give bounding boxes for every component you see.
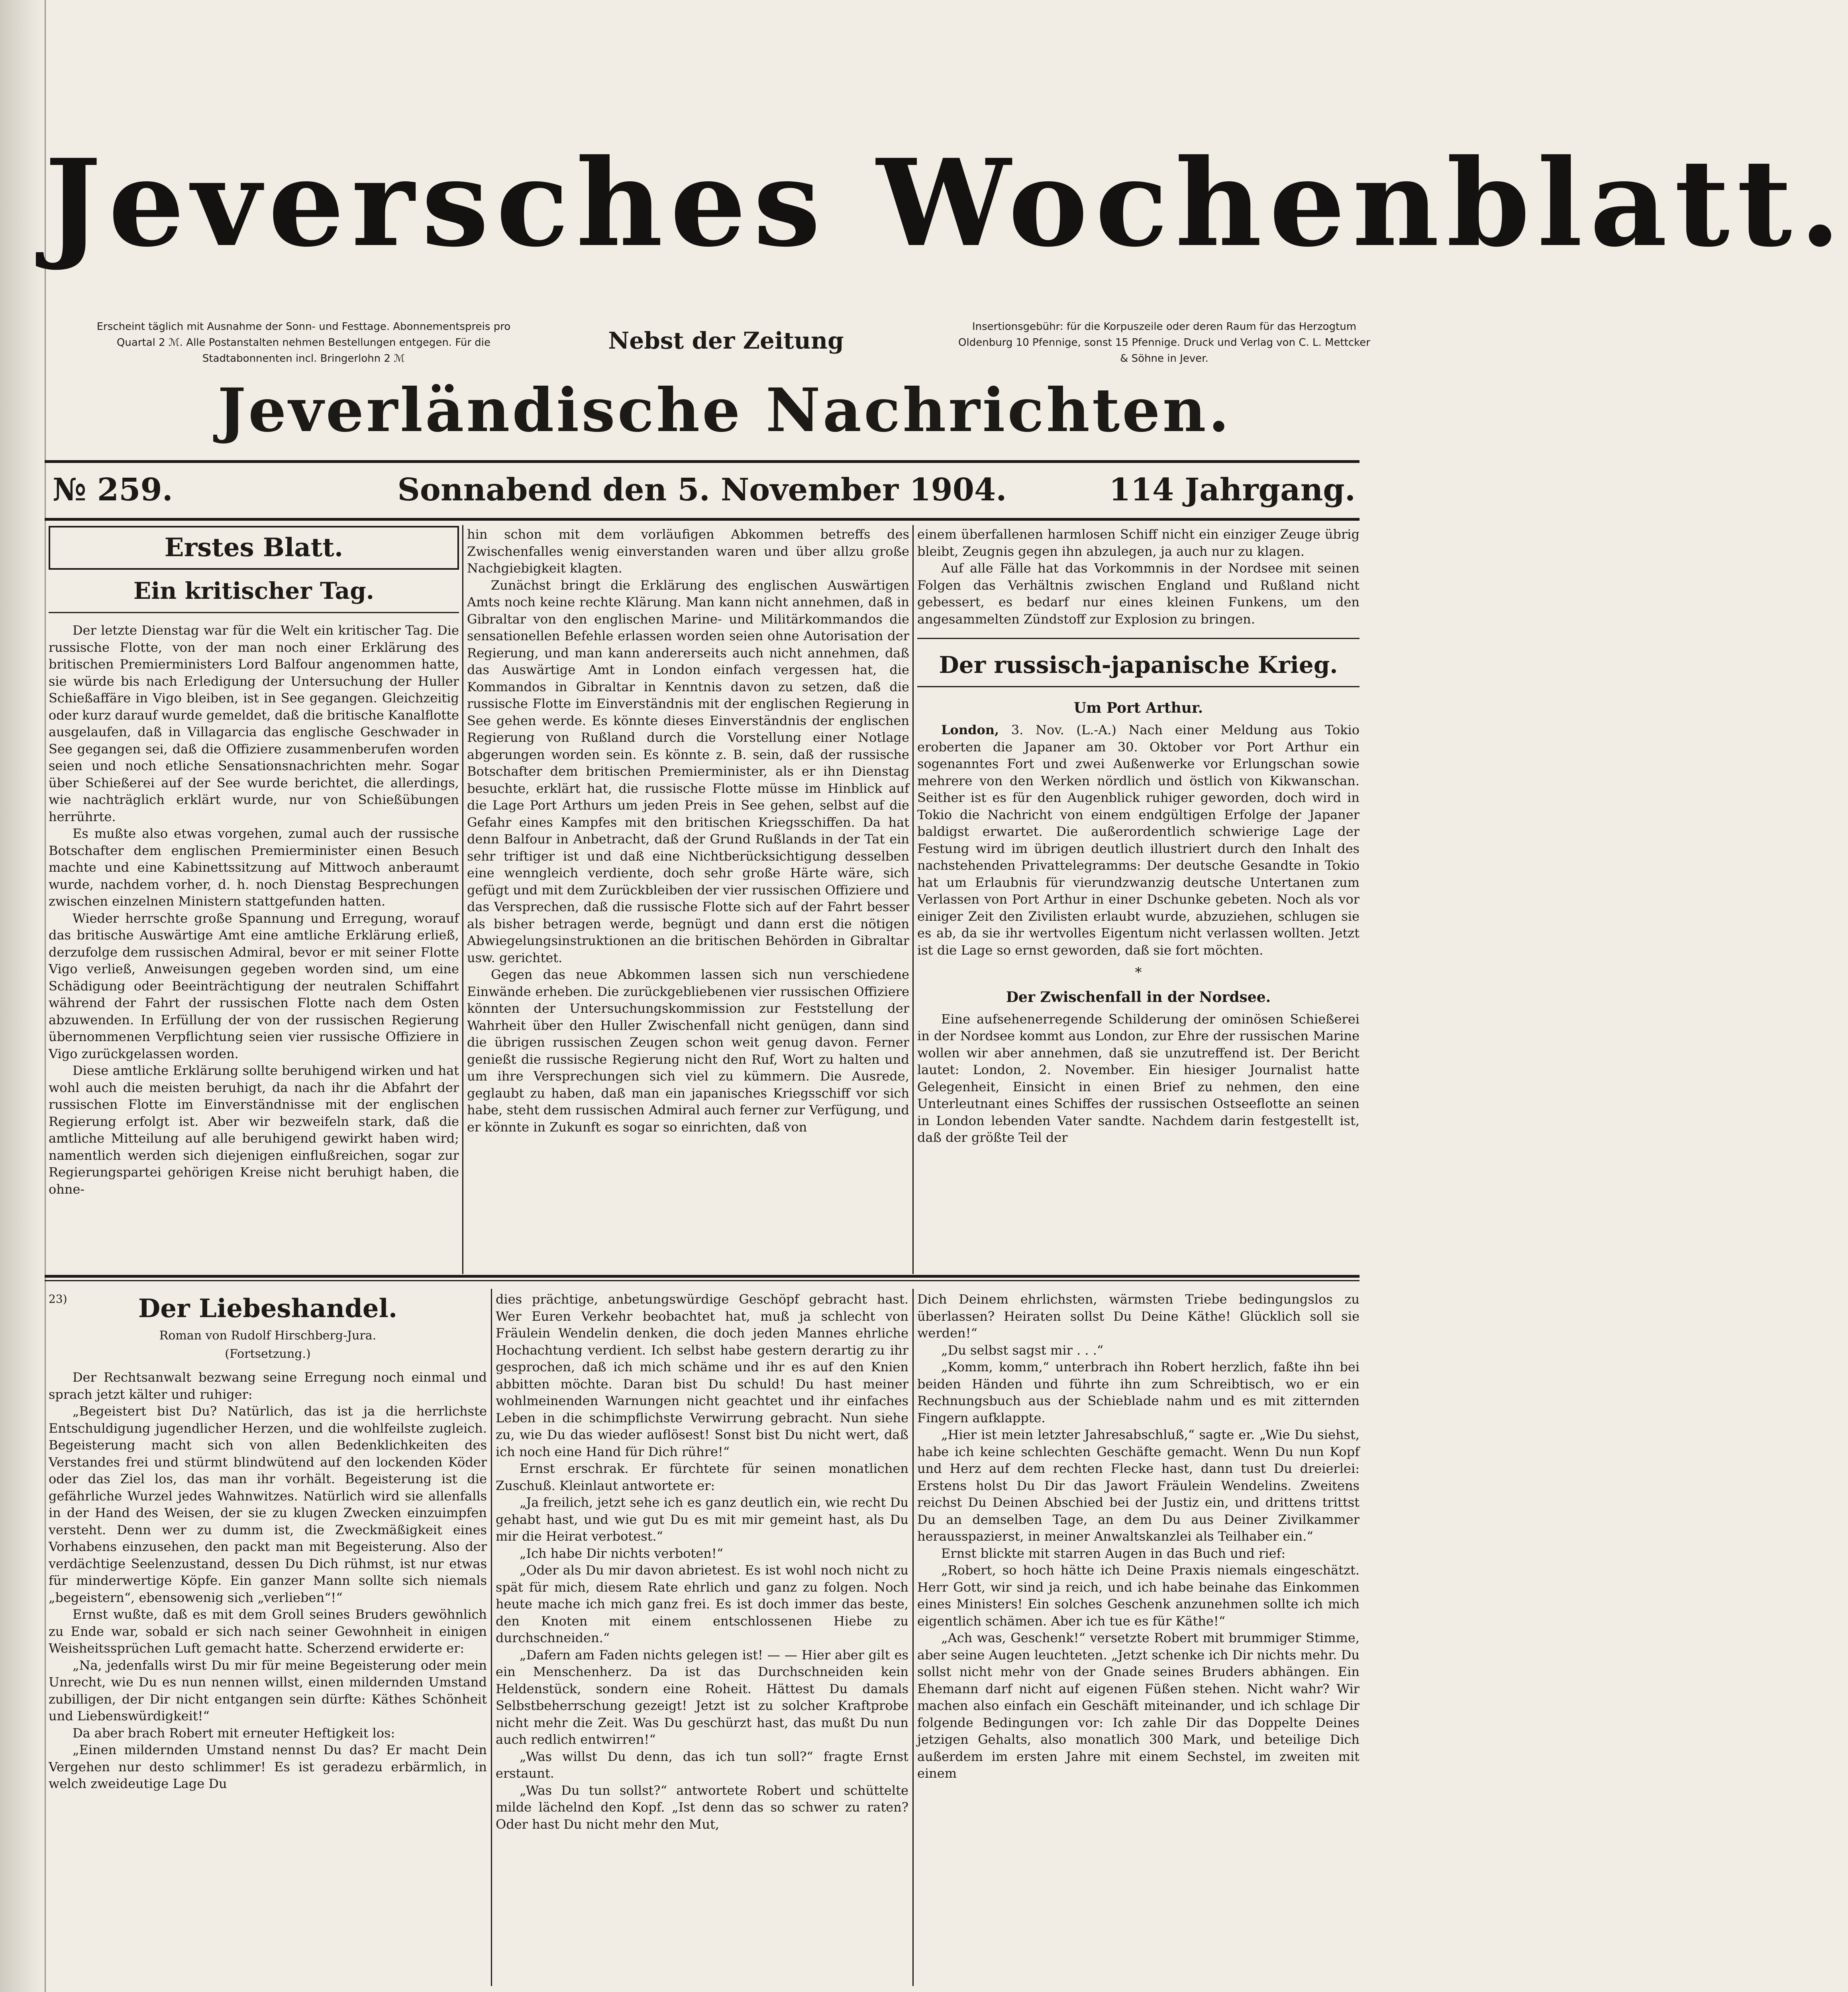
paragraph: Auf alle Fälle hat das Vorkommnis in der Nordsee mit seinen Folgen das Verhältnis zwischen England und Rußland nicht gebessert, es bedarf nur eines kleinen Funkens, um den angesammelten Zündstoff zur Explosion zu bringen. bbox=[917, 561, 1360, 627]
paragraph: „Ach was, Geschenk!“ versetzte Robert mit brummiger Stimme, aber seine Augen leuchteten. „Jetzt schenke ich Dir nichts mehr. Du sollst nicht mehr von der Gnade seines Bruders abhängen. Ein Ehemann darf nicht auf eigenen Füßen stehen. Nicht wahr? Wir machen also einfach ein Geschäft miteinander, und ich schlage Dir folgende Bedingungen vor: Ich zahle Dir das Doppelte Deines jetzigen Gehalts, also monatlich 300 Mark, und beteilige Dich außerdem im ersten Jahre mit einem Sechstel, im zweiten mit einem bbox=[917, 1630, 1360, 1781]
article-headline: Ein kritischer Tag. bbox=[133, 577, 374, 604]
paragraph: „Was Du tun sollst?“ antwortete Robert und schüttelte milde lächelnd den Kopf. „Ist denn das so schwer zu raten? Oder hast Du nicht mehr den Mut, bbox=[496, 1782, 908, 1832]
column-divider bbox=[912, 525, 914, 1274]
issue-date: Sonnabend den 5. November 1904. bbox=[397, 472, 1007, 508]
paragraph: Eine aufsehenerregende Schilderung der ominösen Schießerei in der Nordsee kommt aus London, zur Ehre der russischen Marine wollen wir aber annehmen, daß sie unzutreffend ist. Der Bericht lautet: London, 2. November. Ein hiesiger Journalist hatte Gelegenheit, Einsicht in einen Brief zu nehmen, den eine Unterleutnant eines Schiffes der russischen Ostseeflotte an seinen in London lebenden Vater sandte. Nachdem darin festgestellt ist, daß der größte Teil der bbox=[917, 1011, 1360, 1145]
headline-rule bbox=[49, 612, 459, 613]
supplement-notice: Nebst der Zeitung bbox=[608, 327, 844, 354]
news-column-3 bbox=[917, 526, 1360, 1271]
paragraph: Da aber brach Robert mit erneuter Heftigkeit los: bbox=[73, 1725, 395, 1741]
paragraph: „Begeistert bist Du? Natürlich, das ist ja die herrlichste Entschuldigung jugendlicher Herzen, und die wohlfeilste zugleich. Begeisterung macht sich von allen Bedenklichkeiten des Verstandes frei und stürmt blindwütend auf den lockenden Köder oder das Ziel los, das man ihr vorhält. Begeisterung ist die gefährliche Wurzel jedes Wahnwitzes. Natürlich wird sie allenfalls in der Hand des Weisen, der sie zu klugen Zwecken einzuimpfen versteht. Denn wer zu dumm ist, die Zweckmäßigkeit eines Vorhabens einzusehen, den packt man mit Begeisterung. Also der verdächtige Seelenzustand, dessen Du Dich rühmst, ist nur etwas für minderwertige Köpfe. Ein ganzer Mann sollte sich niemals „begeistern“, ebensowenig sich „verlieben“!“ bbox=[49, 1404, 487, 1605]
paragraph: dies prächtige, anbetungswürdige Geschöpf gebracht hast. Wer Euren Verkehr beobachtet hat, muß ja schlecht von Fräulein Wendelin denken, die doch jeden Mannes ehrliche Hochachtung verdient. Ich selbst habe gestern derartig zu ihr gesprochen, daß ich mich schäme und ihr es auf den Knien abbitten möchte. Daran bist Du schuld! Du hast meiner wohlmeinenden Warnungen nicht geachtet und ihr einfaches Leben in die schimpflichste Verwirrung gebracht. Nun siehe zu, wie Du das wieder auflösest! Sonst bist Du nicht wert, daß ich noch eine Hand für Dich rühre!“ bbox=[496, 1292, 908, 1459]
paragraph: „Hier ist mein letzter Jahresabschluß,“ sagte er. „Wie Du siehst, habe ich keine schlechten Geschäfte gemacht. Wenn Du nun Kopf und Herz auf dem rechten Flecke hast, dann tust Du dreierlei: Erstens holst Du Dir das Jawort Fräulein Wendelins. Zweitens reichst Du Deinen Abschied bei der Justiz ein, und drittens trittst Du an demselben Tage, an dem Du aus Deiner Zivilkammer herausspazierst, in meiner Anwaltskanzlei als Teilhaber ein.“ bbox=[917, 1427, 1360, 1544]
paragraph: Dich Deinem ehrlichsten, wärmsten Triebe bedingungslos zu überlassen? Heiraten sollst Du Deine Käthe! Glücklich soll sie werden!“ bbox=[917, 1292, 1360, 1341]
paragraph: „Dafern am Faden nichts gelegen ist! — — Hier aber gilt es ein Menschenherz. Da ist das Durchschneiden kein Heldenstück, sondern eine Roheit. Hättest Du damals Selbstbeherrschung gezeigt! Jetzt ist zu solcher Kraftprobe nicht mehr die Zeit. Was Du geschürzt hast, das mußt Du nun auch redlich entwirren!“ bbox=[496, 1647, 908, 1747]
feuilleton-column-2 bbox=[496, 1291, 908, 1984]
feuilleton-continuation: (Fortsetzung.) bbox=[225, 1347, 311, 1361]
paragraph: Ernst blickte mit starren Augen in das Buch und rief: bbox=[941, 1545, 1286, 1561]
paragraph: 3. Nov. (L.-A.) Nach einer Meldung aus Tokio eroberten die Japaner am 30. Oktober vor Port Arthur ein sogenanntes Fort und zwei Außenwerke vor Erlungschan sowie mehrere von den Werken nördlich und östlich von Kikwanschan. Seither ist es für den Augenblick ruhiger geworden, doch wird in Tokio die Nachricht von einem endgültigen Erfolge der Japaner baldigst erwartet. Die außerordentlich schwierige Lage der Festung wird im übrigen deutlich illustriert durch den Inhalt des nachstehenden Privattelegramms: Der deutsche Gesandte in Tokio hat um Erlaubnis für vierundzwanzig deutsche Untertanen zum Verlassen von Port Arthur in einer Dschunke gebeten. Noch als vor einiger Zeit den Zivilisten erlaubt wurde, abzuziehen, schlugen sie es ab, da sie ihr wertvolles Eigentum nicht verlassen wollten. Jetzt ist die Lage so ernst geworden, daß sie fort möchten. bbox=[917, 722, 1360, 958]
paragraph: „Oder als Du mir davon abrietest. Es ist wohl noch nicht zu spät für mich, diesem Rate ehrlich und ganz zu folgen. Noch heute mache ich mich ganz frei. Es ist doch immer das beste, den Knoten mit einem entschlossenen Hiebe zu durchschneiden.“ bbox=[496, 1563, 908, 1645]
advertising-notice: Insertionsgebühr: für die Korpuszeile oder deren Raum für das Herzogtum Oldenburg 10 Pfennige, sonst 15 Pfennige. Druck und Verlag von C. L. Mettcker & Söhne in Jever. bbox=[958, 321, 1370, 365]
separator-star: * bbox=[1135, 965, 1142, 980]
issue-number: № 259. bbox=[53, 472, 173, 508]
section-box-head: Erstes Blatt. bbox=[49, 526, 459, 570]
second-title: Jeverländische Nachrichten. bbox=[218, 375, 1232, 445]
paragraph: Der Rechtsanwalt bezwang seine Erregung noch einmal und sprach jetzt kälter und ruhiger: bbox=[49, 1370, 487, 1402]
paragraph: „Ich habe Dir nichts verboten!“ bbox=[520, 1545, 724, 1561]
paragraph: Ernst erschrak. Er fürchtete für seinen monatlichen Zuschuß. Kleinlaut antwortete er: bbox=[496, 1461, 908, 1493]
paragraph: Es mußte also etwas vorgehen, zumal auch der russische Botschafter dem englischen Premierminister einen Besuch machte und eine Kabinettssitzung auf Mittwoch anberaumt wurde, nachdem vorher, d. h. noch Dienstag Besprechungen zwischen einzelnen Ministern stattgefunden hatten. bbox=[49, 826, 459, 909]
paragraph: hin schon mit dem vorläufigen Abkommen betreffs des Zwischenfalles wenig einverstanden waren und über allzu große Nachgiebigkeit klagten. bbox=[467, 527, 909, 576]
newspaper-page bbox=[45, 0, 1848, 1992]
paragraph: Der letzte Dienstag war für die Welt ein kritischer Tag. Die russische Flotte, von der man noch einer Erklärung des britischen Premierministers Lord Balfour angenommen hatte, sie würde bis nach Erledigung der Untersuchung der Huller Schießaffäre in Vigo bleiben, ist in See gegangen. Gleichzeitig oder kurz darauf wurde gemeldet, daß die britische Kanalflotte ausgelaufen, daß in Villagarcia das englische Geschwader in See gegangen sei, daß die Offiziere zusammenberufen worden seien und noch etliche Sensationsnachrichten mehr. Sogar über Schießerei auf der See wurde berichtet, die allerdings, wie nachträglich erklärt wurde, nur von Schießübungen herrührte. bbox=[49, 623, 459, 824]
section-rule bbox=[917, 638, 1360, 639]
adjacent-page-margin bbox=[0, 0, 46, 1992]
subsection-title: Um Port Arthur. bbox=[1073, 700, 1203, 716]
feuilleton-column-3 bbox=[917, 1291, 1360, 1984]
feuilleton-author: Roman von Rudolf Hirschberg-Jura. bbox=[159, 1329, 377, 1343]
subhead-row bbox=[77, 319, 1375, 378]
paragraph: Diese amtliche Erklärung sollte beruhigend wirken und hat wohl auch die meisten beruhigt, da nach ihr die Abfahrt der russischen Flotte im Einverständnisse mit der englischen Regierung erfolgt ist. Aber wir bezweifeln stark, daß die amtliche Mitteilung auf alle beruhigend gewirkt haben wird; namentlich werden sich diejenigen einflußreichen, sogar zur Regierungspartei gehörigen Kreise nicht beruhigt haben, die ohne- bbox=[49, 1063, 459, 1197]
feuilleton-divider-rule bbox=[45, 1275, 1360, 1278]
war-headline: Der russisch-japanische Krieg. bbox=[939, 651, 1338, 678]
issue-volume: 114 Jahrgang. bbox=[1109, 472, 1356, 508]
paragraph: „Einen mildernden Umstand nennst Du das? Er macht Dein Vergehen nur desto schlimmer! Es ist geradezu erbärmlich, in welch zweideutige Lage Du bbox=[49, 1742, 487, 1791]
column-divider bbox=[462, 525, 463, 1274]
subsection-title: Der Zwischenfall in der Nordsee. bbox=[1006, 988, 1271, 1006]
dateline bbox=[45, 464, 1360, 516]
paragraph: „Robert, so hoch hätte ich Deine Praxis niemals eingeschätzt. Herr Gott, wir sind ja reich, und ich habe beinahe das Einkommen eines Ministers! Ein solches Geschenk anzunehmen sollte ich mich eigentlich schämen. Aber ich tue es für Käthe!“ bbox=[917, 1563, 1360, 1629]
paragraph: Zunächst bringt die Erklärung des englischen Auswärtigen Amts noch keine rechte Klärung. Man kann nicht annehmen, daß in Gibraltar von den englischen Marine- und Militärkommandos die sensationellen Befehle erlassen worden seien ohne Autorisation der Regierung, und man kann andererseits auch nicht annehmen, daß das Auswärtige Amt in London einfach vergessen hat, die Kommandos in Gibraltar in Kenntnis davon zu setzen, daß die russische Flotte im Einverständnis mit der englischen Regierung in See gehen werde. Es könnte dieses Einverständnis der englischen Regierung von Rußland durch die Vorstellung einer Notlage abgerungen worden sein. Es könnte z. B. sein, daß der russische Botschafter dem britischen Premierminister, als er ihn Dienstag besuchte, erklärt hat, die russische Flotte müsse im Hinblick auf die Lage Port Arthurs um jeden Preis in See gehen, selbst auf die Gefahr eines Kampfes mit den britischen Kriegsschiffen. Da hat denn Balfour in Anbetracht, daß der Grund Rußlands in der Tat ein sehr triftiger ist und daß eine Nichtberücksichtigung desselben eine wenngleich verdiente, doch sehr große Härte wäre, sich gefügt und mit dem Zurückbleiben der vier russischen Offiziere und das Versprechen, daß die russische Flotte sich auf der Fahrt besser als bisher betragen werde, begnügt und dann erst die nötigen Abwiegelungsinstruktionen an die britischen Behörden in Gibraltar usw. gerichtet. bbox=[467, 577, 909, 965]
paragraph: „Ja freilich, jetzt sehe ich es ganz deutlich ein, wie recht Du gehabt hast, und wie gut Du es mit mir gemeint hast, als Du mir die Heirat verbotest.“ bbox=[496, 1495, 908, 1544]
column-divider bbox=[912, 1289, 914, 1986]
paragraph: einem überfallenen harmlosen Schiff nicht ein einziger Zeuge übrig bleibt, Zeugnis gegen ihn abzulegen, ja auch nur zu klagen. bbox=[917, 527, 1360, 559]
installment-number: 23) bbox=[49, 1292, 67, 1306]
news-column-2 bbox=[467, 526, 909, 1271]
paragraph: „Komm, komm,“ unterbrach ihn Robert herzlich, faßte ihn bei beiden Händen und führte ihn zum Schreibtisch, wo er ein Rechnungsbuch aus der Schieblade nahm und es mit zitternden Fingern aufklappte. bbox=[917, 1359, 1360, 1425]
paragraph: „Du selbst sagst mir . . .“ bbox=[941, 1342, 1104, 1358]
feuilleton-column-1 bbox=[49, 1291, 487, 1984]
feuilleton-title: Der Liebeshandel. bbox=[138, 1294, 398, 1323]
feuilleton-divider-rule-thin bbox=[45, 1280, 1360, 1281]
dateline-city: London, bbox=[941, 722, 999, 737]
rule-below-dateline bbox=[45, 518, 1360, 521]
subscription-notice: Erscheint täglich mit Ausnahme der Sonn- und Festtage. Abonnementspreis pro Quartal 2 ℳ. Alle Postanstalten nehmen Bestellungen entgegen. Für die Stadtabonnenten incl. Bringerlohn 2 ℳ bbox=[96, 321, 511, 365]
paragraph: „Na, jedenfalls wirst Du mir für meine Begeisterung oder mein Unrecht, wie Du es nun nennen willst, einen mildernden Umstand zubilligen, der Dir nicht entgangen sein dürfte: Käthes Schönheit und Liebenswürdigkeit!“ bbox=[49, 1657, 487, 1723]
column-divider bbox=[491, 1289, 492, 1986]
headline-rule bbox=[917, 686, 1360, 687]
masthead bbox=[45, 120, 1848, 287]
news-column-1 bbox=[49, 526, 459, 1271]
masthead-title: Jeversches Wochenblatt. bbox=[45, 133, 1848, 273]
paragraph: Gegen das neue Abkommen lassen sich nun verschiedene Einwände erheben. Die zurückgebliebenen vier russischen Offiziere könnten der Untersuchungskommission zur Feststellung der Wahrheit über den Huller Zwischenfall nicht genügen, dann sind die übrigen russischen Zeugen schon weit genug davon. Ferner genießt die russische Regierung nicht den Ruf, Wort zu halten und um ihre Versprechungen sich viel zu kümmern. Die Ausrede, geglaubt zu haben, daß man ein japanisches Kriegsschiff vor sich habe, steht dem russischen Admiral auch ferner zur Verfügung, und er könnte in Zukunft es sogar so einrichten, daß von bbox=[467, 967, 909, 1135]
paragraph: Wieder herrschte große Spannung und Erregung, worauf das britische Auswärtige Amt eine amtliche Erklärung erließ, derzufolge dem russischen Admiral, bevor er mit seiner Flotte Vigo verließ, Anweisungen gegeben worden sind, um eine Schädigung oder Beeinträchtigung der neutralen Schiffahrt während der Fahrt der russischen Flotte nach dem Osten abzuwenden. In Erfüllung der von der russischen Regierung übernommenen Verpflichtung seien vier russische Offiziere in Vigo zurückgelassen worden. bbox=[49, 910, 459, 1061]
rule-above-dateline bbox=[45, 460, 1360, 463]
paragraph: Ernst wußte, daß es mit dem Groll seines Bruders gewöhnlich zu Ende war, sobald er sich nach seiner Gewohnheit in einigen Weisheitssprüchen Luft gemacht hatte. Scherzend erwiderte er: bbox=[49, 1607, 487, 1656]
paragraph: „Was willst Du denn, das ich tun soll?“ fragte Ernst erstaunt. bbox=[496, 1749, 908, 1781]
